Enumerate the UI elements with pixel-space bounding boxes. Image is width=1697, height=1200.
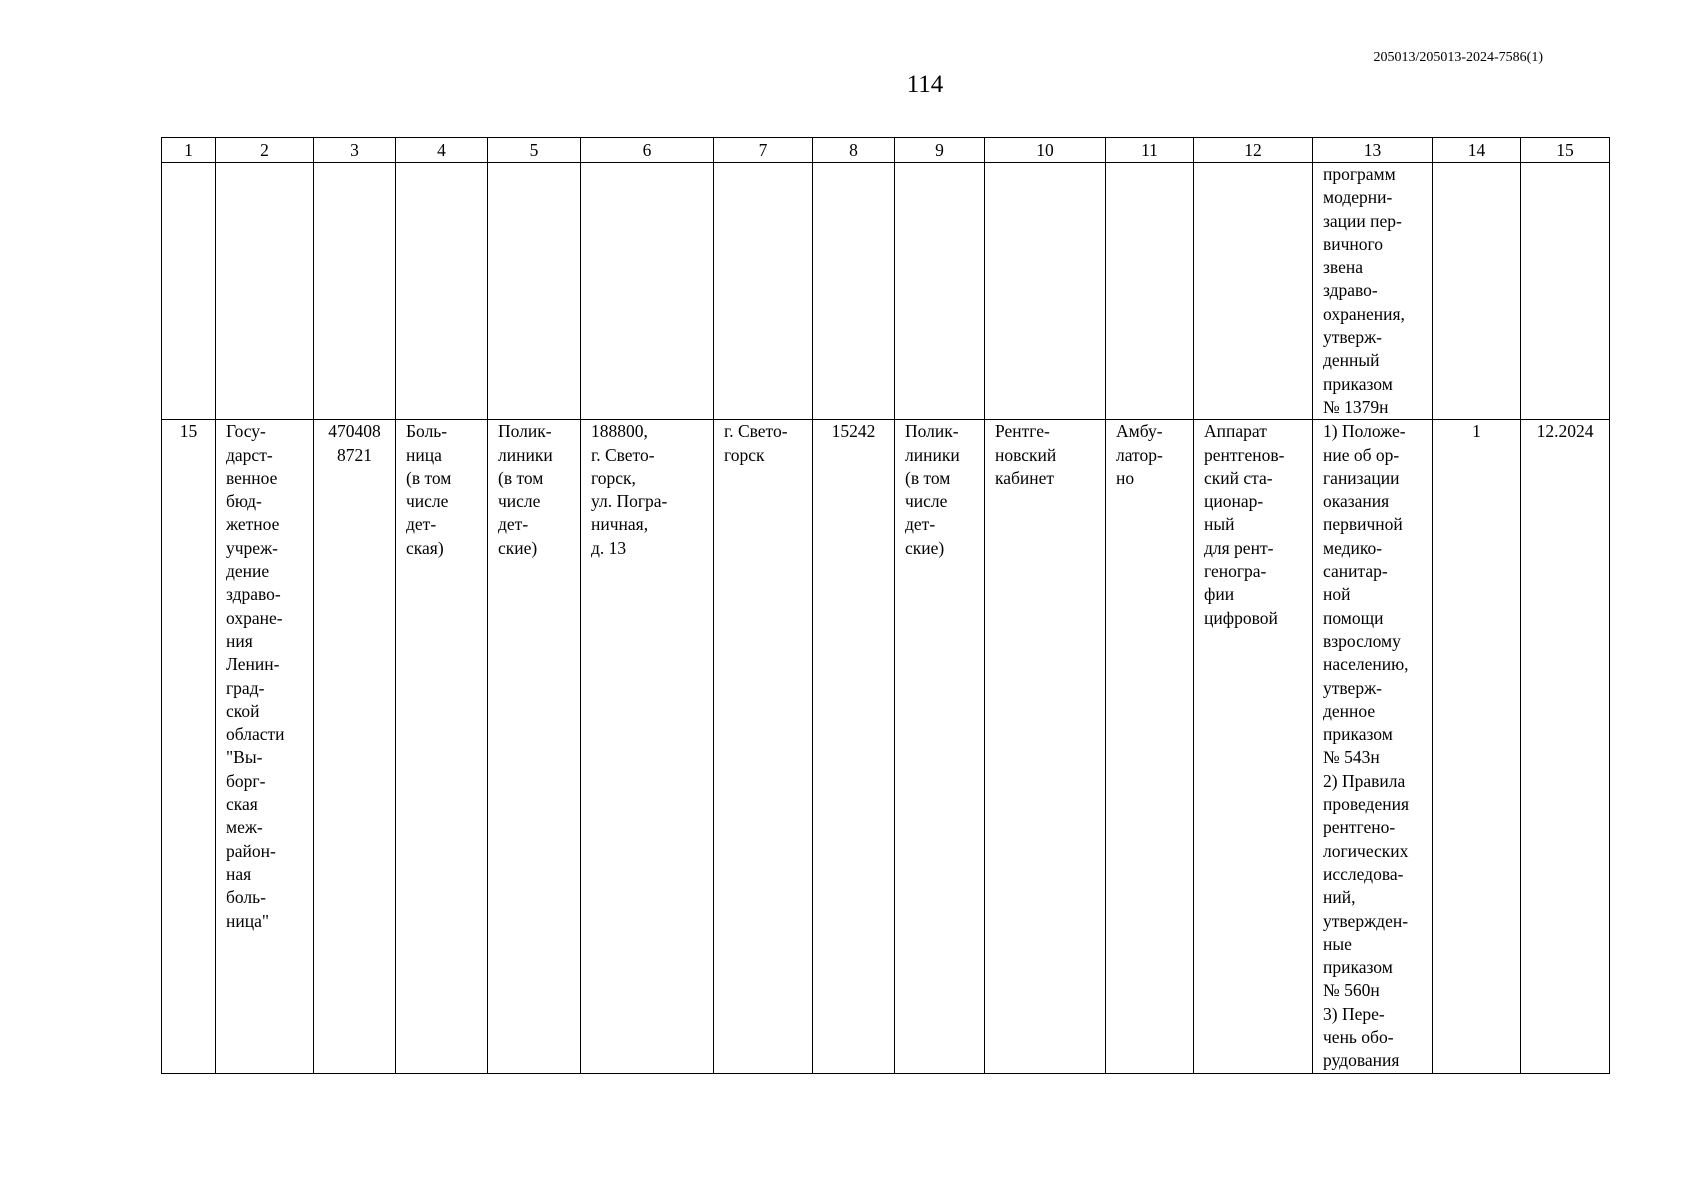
table-cell-row-number: 15 (162, 420, 216, 1073)
column-header: 9 (895, 138, 985, 163)
table-cell-equipment: Аппарат рентгенов- ский ста- ционар- ный для рент- геногра- фии цифровой (1194, 420, 1313, 1073)
table-cell (1194, 163, 1313, 420)
table-cell (314, 163, 396, 420)
table-cell-facility-type: Боль- ница (в том числе дет- ская) (396, 420, 488, 1073)
table-cell (581, 163, 714, 420)
table-cell (162, 163, 216, 420)
column-header: 1 (162, 138, 216, 163)
table-cell (396, 163, 488, 420)
table-cell (1433, 163, 1521, 420)
column-header: 13 (1313, 138, 1433, 163)
table-cell (895, 163, 985, 420)
table-cell-quantity: 1 (1433, 420, 1521, 1073)
table-cell-unit-type: Полик- линики (в том числе дет- ские) (488, 420, 581, 1073)
column-header: 4 (396, 138, 488, 163)
column-header: 5 (488, 138, 581, 163)
table-row-continuation (162, 163, 1610, 420)
table-cell-care-form: Амбу- латор- но (1106, 420, 1194, 1073)
page-number: 114 (906, 71, 944, 98)
table-cell-date: 12.2024 (1521, 420, 1610, 1073)
table-cell (216, 163, 314, 420)
table-row (162, 420, 1610, 1073)
table-cell-department: Рентге- новский кабинет (985, 420, 1106, 1073)
table-cell (488, 163, 581, 420)
table-cell-locality: г. Свето- горск (714, 420, 813, 1073)
table-cell-requirements: 1) Положе- ние об ор- ганизации оказания первичной медико- санитар- ной помощи взрослому населению, утверж- денное приказом № 543н 2) Правила проведения рентгено- логических исследова- ний, утвержден- ные приказом № 560н 3) Пере- чень обо- рудования (1313, 420, 1433, 1073)
table-cell (813, 163, 895, 420)
table-cell-population: 15242 (813, 420, 895, 1073)
document-table (161, 137, 1610, 1074)
column-header: 6 (581, 138, 714, 163)
column-header: 8 (813, 138, 895, 163)
table-cell-address: 188800, г. Свето- горск, ул. Погра- ничная, д. 13 (581, 420, 714, 1073)
column-number-row (162, 138, 1610, 163)
column-header: 10 (985, 138, 1106, 163)
table-cell-unit-type-2: Полик- линики (в том числе дет- ские) (895, 420, 985, 1073)
table-cell (714, 163, 813, 420)
column-header: 11 (1106, 138, 1194, 163)
table-cell (985, 163, 1106, 420)
column-header: 14 (1433, 138, 1521, 163)
table-cell-inn: 470408 8721 (314, 420, 396, 1073)
column-header: 2 (216, 138, 314, 163)
document-id: 205013/205013-2024-7586(1) (1373, 50, 1543, 65)
column-header: 12 (1194, 138, 1313, 163)
table-cell-organization: Госу- дарст- венное бюд- жетное учреж- дение здраво- охране- ния Ленин- град- ской области "Вы- борг- ская меж- район- ная боль- ница" (216, 420, 314, 1073)
table-cell (1106, 163, 1194, 420)
column-header: 15 (1521, 138, 1610, 163)
table-cell (1521, 163, 1610, 420)
column-header: 3 (314, 138, 396, 163)
table-cell-requirements: программ модерни- зации пер- вичного звена здраво- охранения, утверж- денный приказом № 1379н (1313, 163, 1433, 420)
column-header: 7 (714, 138, 813, 163)
